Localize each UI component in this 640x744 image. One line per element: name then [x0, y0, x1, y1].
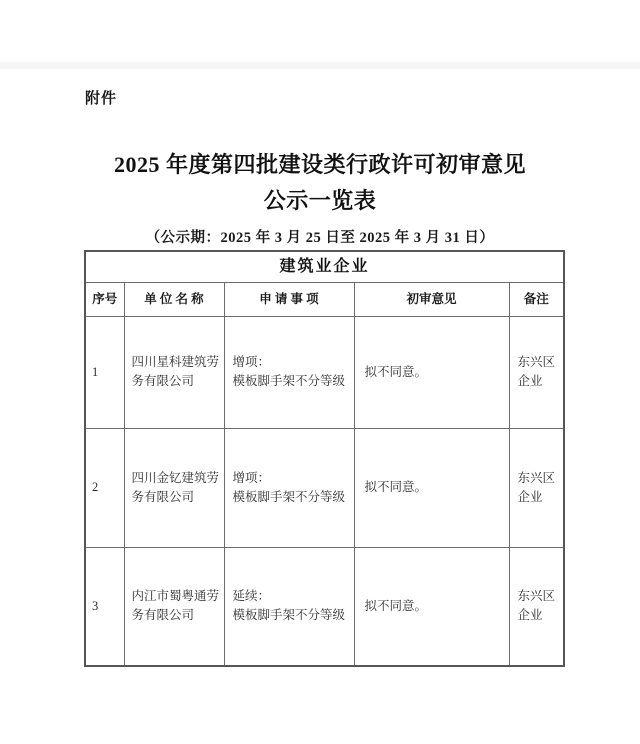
- request-type: 延续：: [232, 589, 271, 604]
- cell-company: 四川金钇建筑劳务有限公司: [124, 428, 224, 547]
- request-detail: 模板脚手架不分等级: [232, 374, 346, 388]
- attachment-label: 附件: [85, 90, 118, 107]
- cell-company: 内江市蜀粤通劳务有限公司: [124, 547, 224, 666]
- col-header-note: 备注: [509, 282, 564, 316]
- document-title-line-1: 2025 年度第四批建设类行政许可初审意见: [113, 152, 526, 177]
- approval-table: [84, 250, 565, 667]
- table-band-header: 建筑业企业: [85, 251, 564, 282]
- col-header-seq: 序号: [85, 282, 124, 316]
- document-title: [0, 147, 640, 219]
- table-band-header-row: [85, 251, 564, 282]
- cell-seq: 1: [85, 316, 124, 428]
- cell-request: [224, 316, 354, 428]
- table-column-header-row: [85, 282, 564, 316]
- request-type: 增项：: [232, 470, 271, 485]
- cell-opinion: 拟不同意。: [354, 428, 509, 547]
- request-type: 增项：: [232, 355, 271, 369]
- table-row: [85, 316, 564, 428]
- cell-seq: 3: [85, 547, 124, 666]
- publicity-period: （公示期：2025 年 3 月 25 日至 2025 年 3 月 31 日）: [145, 230, 495, 246]
- document-title-line-2: 公示一览表: [263, 188, 377, 213]
- cell-opinion: 拟不同意。: [354, 316, 509, 428]
- cell-seq: 2: [85, 428, 124, 547]
- cell-company: 四川星科建筑劳务有限公司: [124, 316, 224, 428]
- col-header-company: 单 位 名 称: [124, 282, 224, 316]
- request-detail: 模板脚手架不分等级: [232, 489, 346, 504]
- cell-note: 东兴区企业: [509, 316, 564, 428]
- page-top-divider: [0, 62, 640, 69]
- table-row: [85, 428, 564, 547]
- cell-opinion: 拟不同意。: [354, 547, 509, 666]
- cell-request: [224, 428, 354, 547]
- col-header-opinion: 初审意见: [354, 282, 509, 316]
- cell-request: [224, 547, 354, 666]
- table-row: [85, 547, 564, 666]
- request-detail: 模板脚手架不分等级: [232, 608, 346, 623]
- cell-note: 东兴区企业: [509, 428, 564, 547]
- col-header-request: 申 请 事 项: [224, 282, 354, 316]
- cell-note: 东兴区企业: [509, 547, 564, 666]
